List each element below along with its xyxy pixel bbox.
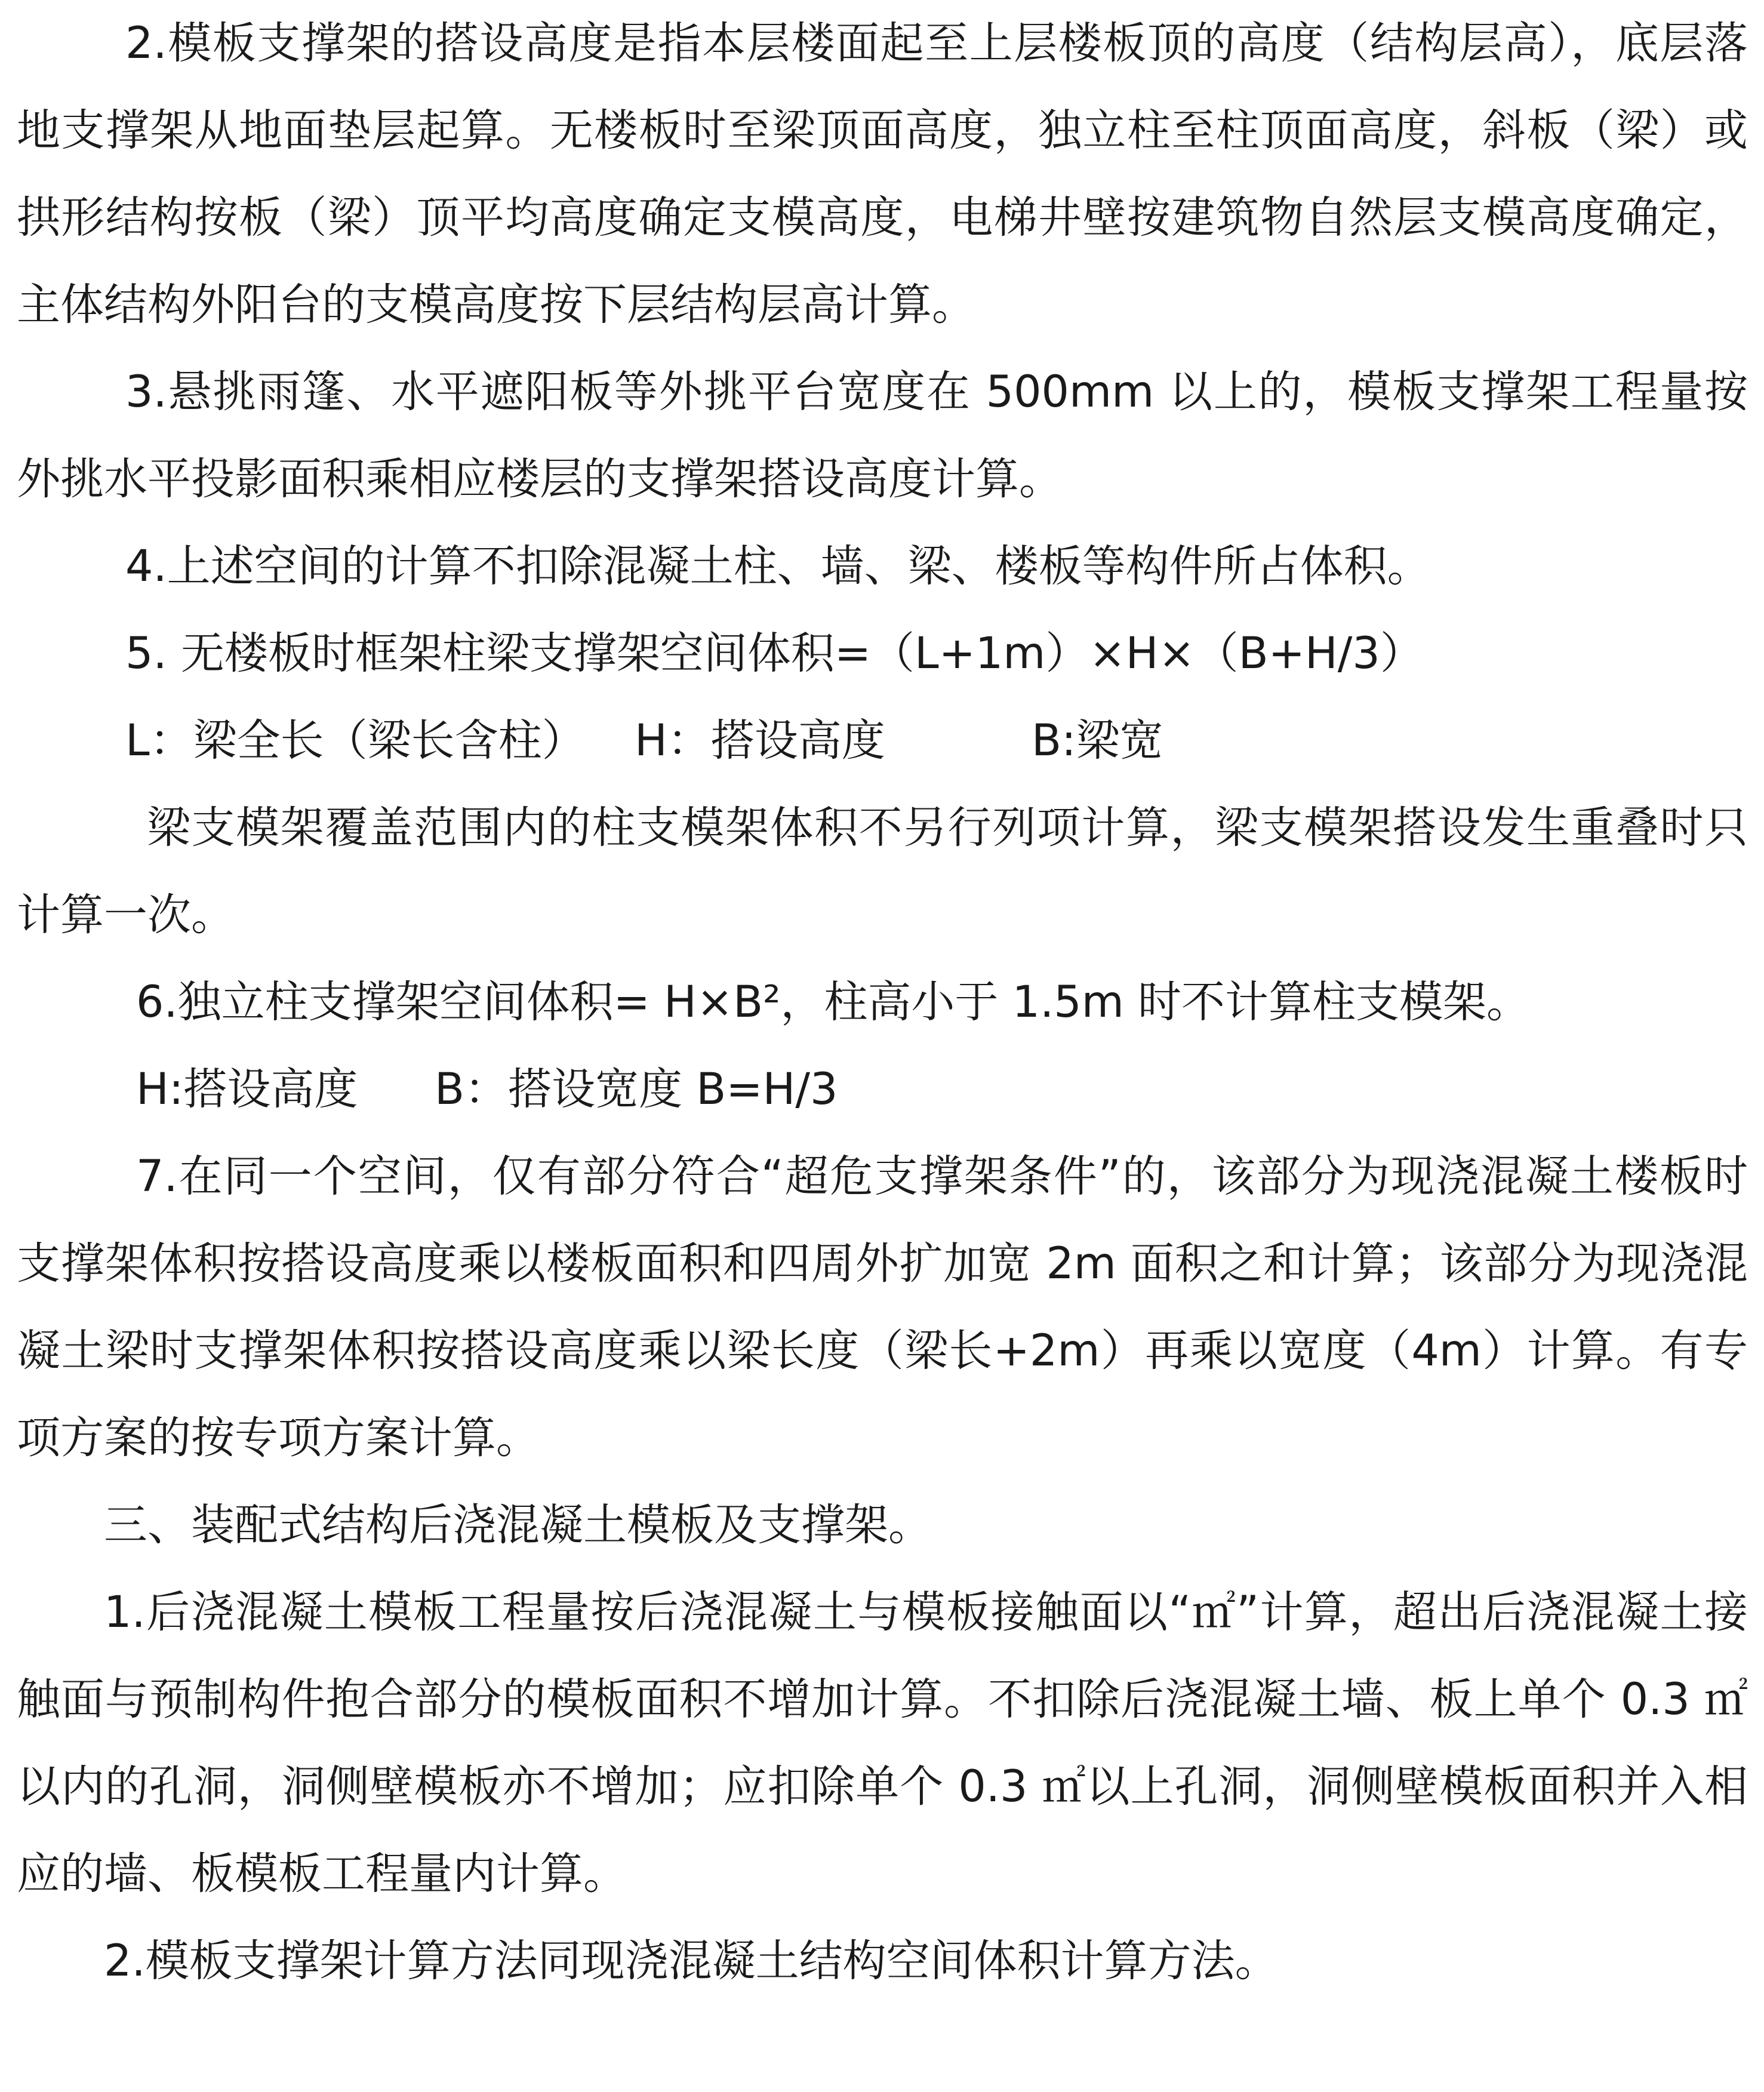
paragraph-super-dangerous: 7.在同一个空间，仅有部分符合“超危支撑架条件”的，该部分为现浇混凝土楼板时支撑架体积按搭设高度乘以楼板面积和四周外扩加宽 2m 面积之和计算；该部分为现浇混凝土梁时支撑架体积按搭设高度乘以梁长度（梁长+2m）再乘以宽度（4m）计算。有专项方案的按专项方案计算。 — [17, 1151, 1748, 1463]
formula-column-volume: 6.独立柱支撑架空间体积= H×B²，柱高小于 1.5m 时不计算柱支模架。 — [136, 977, 1531, 1027]
paragraph-post-cast-formwork: 1.后浇混凝土模板工程量按后浇混凝土与模板接触面以“㎡”计算，超出后浇混凝土接触面与预制构件抱合部分的模板面积不增加计算。不扣除后浇混凝土墙、板上单个 0.3 ㎡以内的孔洞，洞侧壁模板亦不增加；应扣除单个 0.3 ㎡以上孔洞，洞侧壁模板面积并入相应的墙、板模板工程量内计算。 — [17, 1587, 1748, 1899]
paragraph-cantilever-platform: 3.悬挑雨篷、水平遮阳板等外挑平台宽度在 500mm 以上的，模板支撑架工程量按外挑水平投影面积乘相应楼层的支撑架搭设高度计算。 — [17, 367, 1748, 504]
document-page — [17, 0, 1748, 2092]
formula-beam-column-volume: 5. 无楼板时框架柱梁支撑架空间体积=（L+1m）×H×（B+H/3） — [125, 628, 1424, 679]
definition-B: B:梁宽 — [1032, 715, 1163, 766]
paragraph-support-method: 2.模板支撑架计算方法同现浇混凝土结构空间体积计算方法。 — [104, 1936, 1279, 1986]
definition-L: L：梁全长（梁长含柱） — [125, 715, 586, 766]
section-heading-prefab: 三、装配式结构后浇混凝土模板及支撑架。 — [104, 1500, 932, 1550]
definition-column-H: H:搭设高度 — [136, 1064, 358, 1115]
paragraph-no-deduction: 4.上述空间的计算不扣除混凝土柱、墙、梁、楼板等构件所占体积。 — [125, 541, 1431, 592]
paragraph-no-duplicate: 梁支模架覆盖范围内的柱支模架体积不另行列项计算，梁支模架搭设发生重叠时只计算一次。 — [17, 802, 1748, 940]
definition-column-B: B：搭设宽度 B=H/3 — [435, 1064, 838, 1115]
definition-H: H：搭设高度 — [635, 715, 885, 766]
paragraph-support-height: 2.模板支撑架的搭设高度是指本层楼面起至上层楼板顶的高度（结构层高），底层落地支撑架从地面垫层起算。无楼板时至梁顶面高度，独立柱至柱顶面高度，斜板（梁）或拱形结构按板（梁）顶平均高度确定支模高度，电梯井壁按建筑物自然层支模高度确定，主体结构外阳台的支模高度按下层结构层高计算。 — [17, 18, 1748, 330]
